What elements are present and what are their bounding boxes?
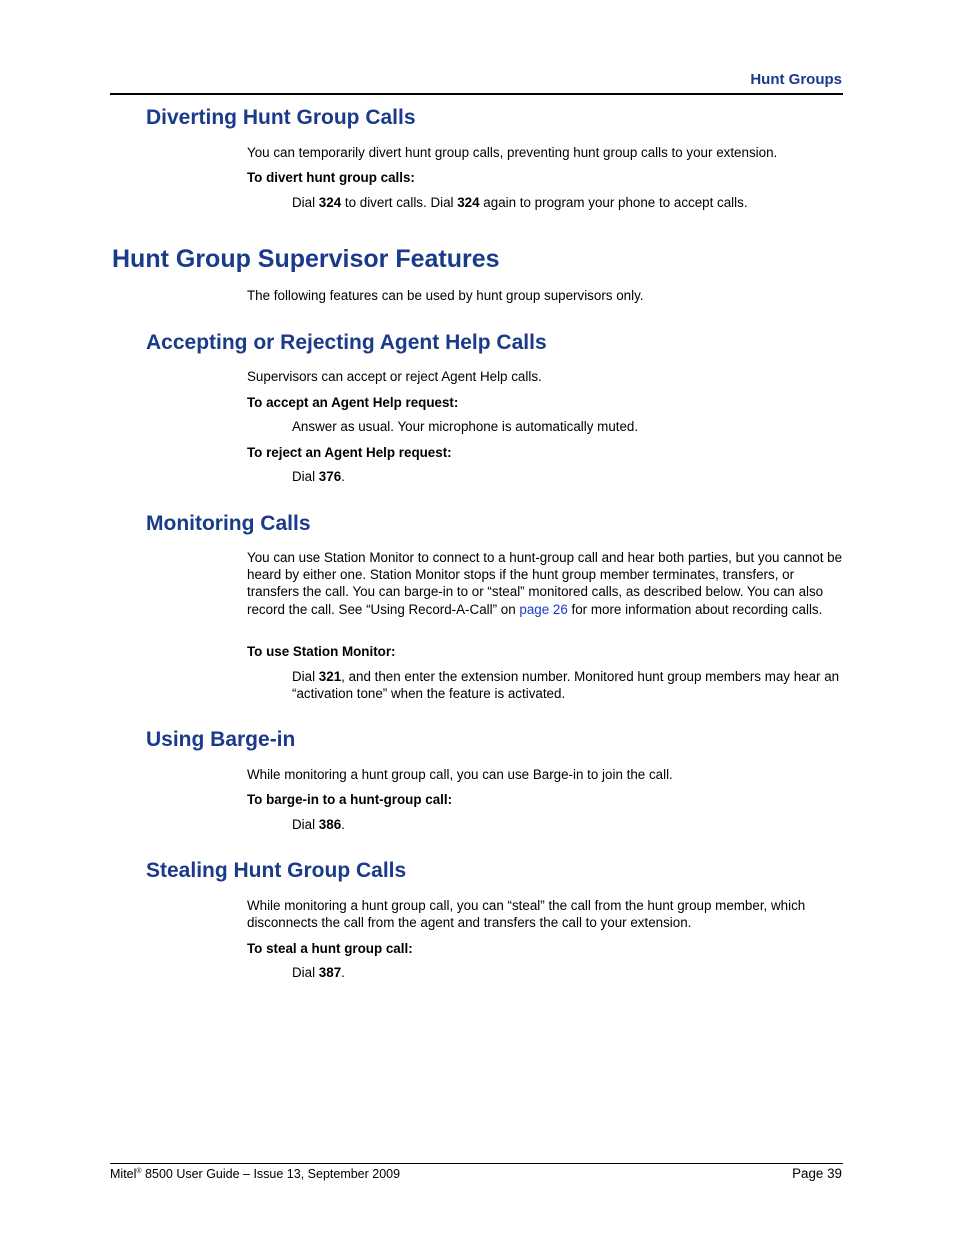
accept-procedure-label: To accept an Agent Help request:: [247, 395, 459, 410]
steal-step: Dial 387.: [292, 965, 345, 980]
page-link[interactable]: page 26: [519, 601, 568, 617]
dial-code: 387: [318, 965, 342, 980]
footer-rule: [110, 1163, 843, 1164]
monitor-step: Dial 321, and then enter the extension number. Monitored hunt group members may hear an “activation tone” when the feature is activated.: [292, 669, 840, 702]
section-title-diverting: Diverting Hunt Group Calls: [146, 106, 416, 129]
stealing-intro: While monitoring a hunt group call, you can “steal” the call from the hunt group member, which disconnects the call from the agent and transfers the call to your extension.: [247, 898, 806, 931]
section-title-agent-help: Accepting or Rejecting Agent Help Calls: [146, 331, 547, 354]
diverting-procedure-label: To divert hunt group calls:: [247, 170, 415, 185]
chapter-title-supervisor: Hunt Group Supervisor Features: [112, 245, 500, 273]
running-head: Hunt Groups: [750, 71, 842, 88]
section-title-monitoring: Monitoring Calls: [146, 512, 311, 535]
steal-procedure-label: To steal a hunt group call:: [247, 941, 413, 956]
section-title-barge-in: Using Barge-in: [146, 728, 296, 751]
footer-guide-title: Mitel® 8500 User Guide – Issue 13, September 2009: [110, 1167, 401, 1181]
reject-step: Dial 376.: [292, 469, 345, 484]
header-rule: [110, 93, 843, 95]
dial-code: 324: [318, 195, 342, 210]
monitor-procedure-label: To use Station Monitor:: [247, 644, 396, 659]
accept-step: Answer as usual. Your microphone is automatically muted.: [292, 419, 639, 434]
diverting-step: Dial 324 to divert calls. Dial 324 again to program your phone to accept calls.: [292, 195, 748, 210]
dial-code: 376: [318, 469, 342, 484]
reject-procedure-label: To reject an Agent Help request:: [247, 445, 452, 460]
diverting-intro: You can temporarily divert hunt group calls, preventing hunt group calls to your extension.: [247, 145, 778, 160]
section-title-stealing: Stealing Hunt Group Calls: [146, 859, 407, 882]
supervisor-intro: The following features can be used by hunt group supervisors only.: [247, 288, 644, 303]
monitoring-intro: You can use Station Monitor to connect to a hunt-group call and hear both parties, but you cannot be heard by either one. Station Monitor stops if the hunt group member terminates, transfers, or transfers the call. You can barge-in to or “steal” monitored calls, as described below. You can also record the call. See “Using Record-A-Call” on page 26 for more information about recording calls.: [247, 550, 843, 617]
page-number: Page 39: [792, 1166, 842, 1181]
barge-in-step: Dial 386.: [292, 817, 345, 832]
dial-code: 321: [318, 669, 342, 684]
barge-in-procedure-label: To barge-in to a hunt-group call:: [247, 792, 453, 807]
barge-in-intro: While monitoring a hunt group call, you can use Barge-in to join the call.: [247, 767, 673, 782]
agent-help-intro: Supervisors can accept or reject Agent Help calls.: [247, 369, 542, 384]
dial-code: 386: [318, 817, 342, 832]
dial-code: 324: [457, 195, 480, 210]
